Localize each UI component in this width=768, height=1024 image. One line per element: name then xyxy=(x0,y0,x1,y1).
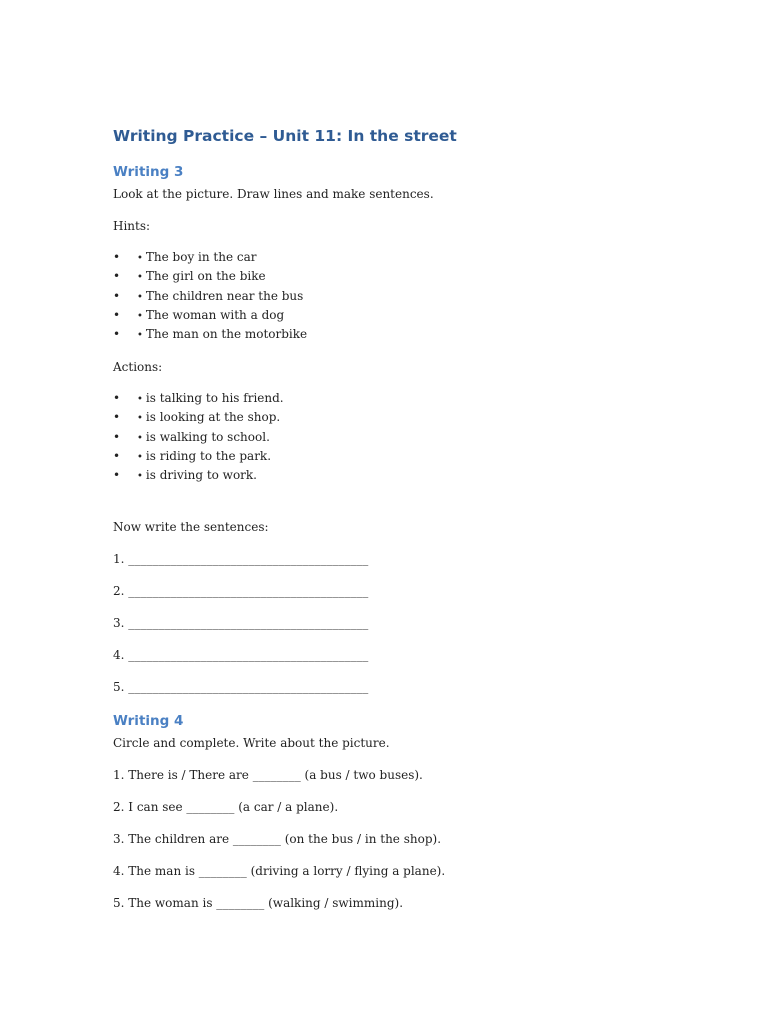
hints-label: Hints: xyxy=(113,219,151,233)
bullet-icon: • xyxy=(113,250,121,264)
exercise-item: 3. The children are ________ (on the bus / in the shop). xyxy=(113,832,442,846)
bullet-icon: • xyxy=(137,291,143,303)
list-item: • • is walking to school. xyxy=(113,428,513,447)
bullet-icon: • xyxy=(113,429,121,444)
actions-label: Actions: xyxy=(113,360,163,374)
list-item: • • is talking to his friend. xyxy=(113,389,513,408)
writing-4-instruction: Circle and complete. Write about the picture. xyxy=(113,736,390,750)
bullet-icon: • xyxy=(137,310,143,322)
bullet-icon: • xyxy=(113,269,121,284)
bullet-icon: • xyxy=(113,307,121,322)
section-heading-writing-3: Writing 3 xyxy=(113,164,184,180)
list-item: • • is looking at the shop. xyxy=(113,408,513,427)
bullet-icon: • xyxy=(137,413,143,425)
exercise-item: 5. The woman is ________ (walking / swimming). xyxy=(113,896,404,910)
list-item: • • The girl on the bike xyxy=(113,267,513,286)
bullet-icon: • xyxy=(113,327,121,342)
document-page xyxy=(113,124,673,910)
bullet-icon: • xyxy=(137,471,143,483)
answer-line: 1. ________________________________________ xyxy=(113,552,369,566)
exercise-item: 1. There is / There are ________ (a bus / two buses). xyxy=(113,768,423,782)
bullet-icon: • xyxy=(113,288,121,303)
bullet-icon: • xyxy=(137,272,143,284)
writing-3-instruction: Look at the picture. Draw lines and make sentences. xyxy=(113,187,434,201)
bullet-icon: • xyxy=(137,253,143,264)
bullet-icon: • xyxy=(113,410,121,425)
bullet-icon: • xyxy=(137,432,143,444)
answer-line: 2. ________________________________________ xyxy=(113,584,369,598)
list-item: • • is riding to the park. xyxy=(113,447,513,466)
list-item: • • The man on the motorbike xyxy=(113,325,513,344)
bullet-icon: • xyxy=(113,468,121,483)
answer-line: 3. ________________________________________ xyxy=(113,616,369,630)
list-item: • • The woman with a dog xyxy=(113,306,513,325)
bullet-icon: • xyxy=(113,391,121,405)
answer-line: 4. ________________________________________ xyxy=(113,648,369,662)
answer-line: 5. ________________________________________ xyxy=(113,680,369,694)
exercise-item: 2. I can see ________ (a car / a plane). xyxy=(113,800,339,814)
list-item: • • is driving to work. xyxy=(113,466,513,485)
exercise-item: 4. The man is ________ (driving a lorry / flying a plane). xyxy=(113,864,446,878)
section-heading-writing-4: Writing 4 xyxy=(113,713,184,729)
actions-list xyxy=(113,389,513,485)
page-title: Writing Practice – Unit 11: In the street xyxy=(113,127,457,145)
hints-list xyxy=(113,248,513,344)
bullet-icon: • xyxy=(113,448,121,463)
bullet-icon: • xyxy=(137,394,143,405)
bullet-icon: • xyxy=(137,451,143,463)
list-item: • • The boy in the car xyxy=(113,248,513,267)
bullet-icon: • xyxy=(137,330,143,342)
list-item: • • The children near the bus xyxy=(113,287,513,306)
write-sentences-label: Now write the sentences: xyxy=(113,520,269,534)
